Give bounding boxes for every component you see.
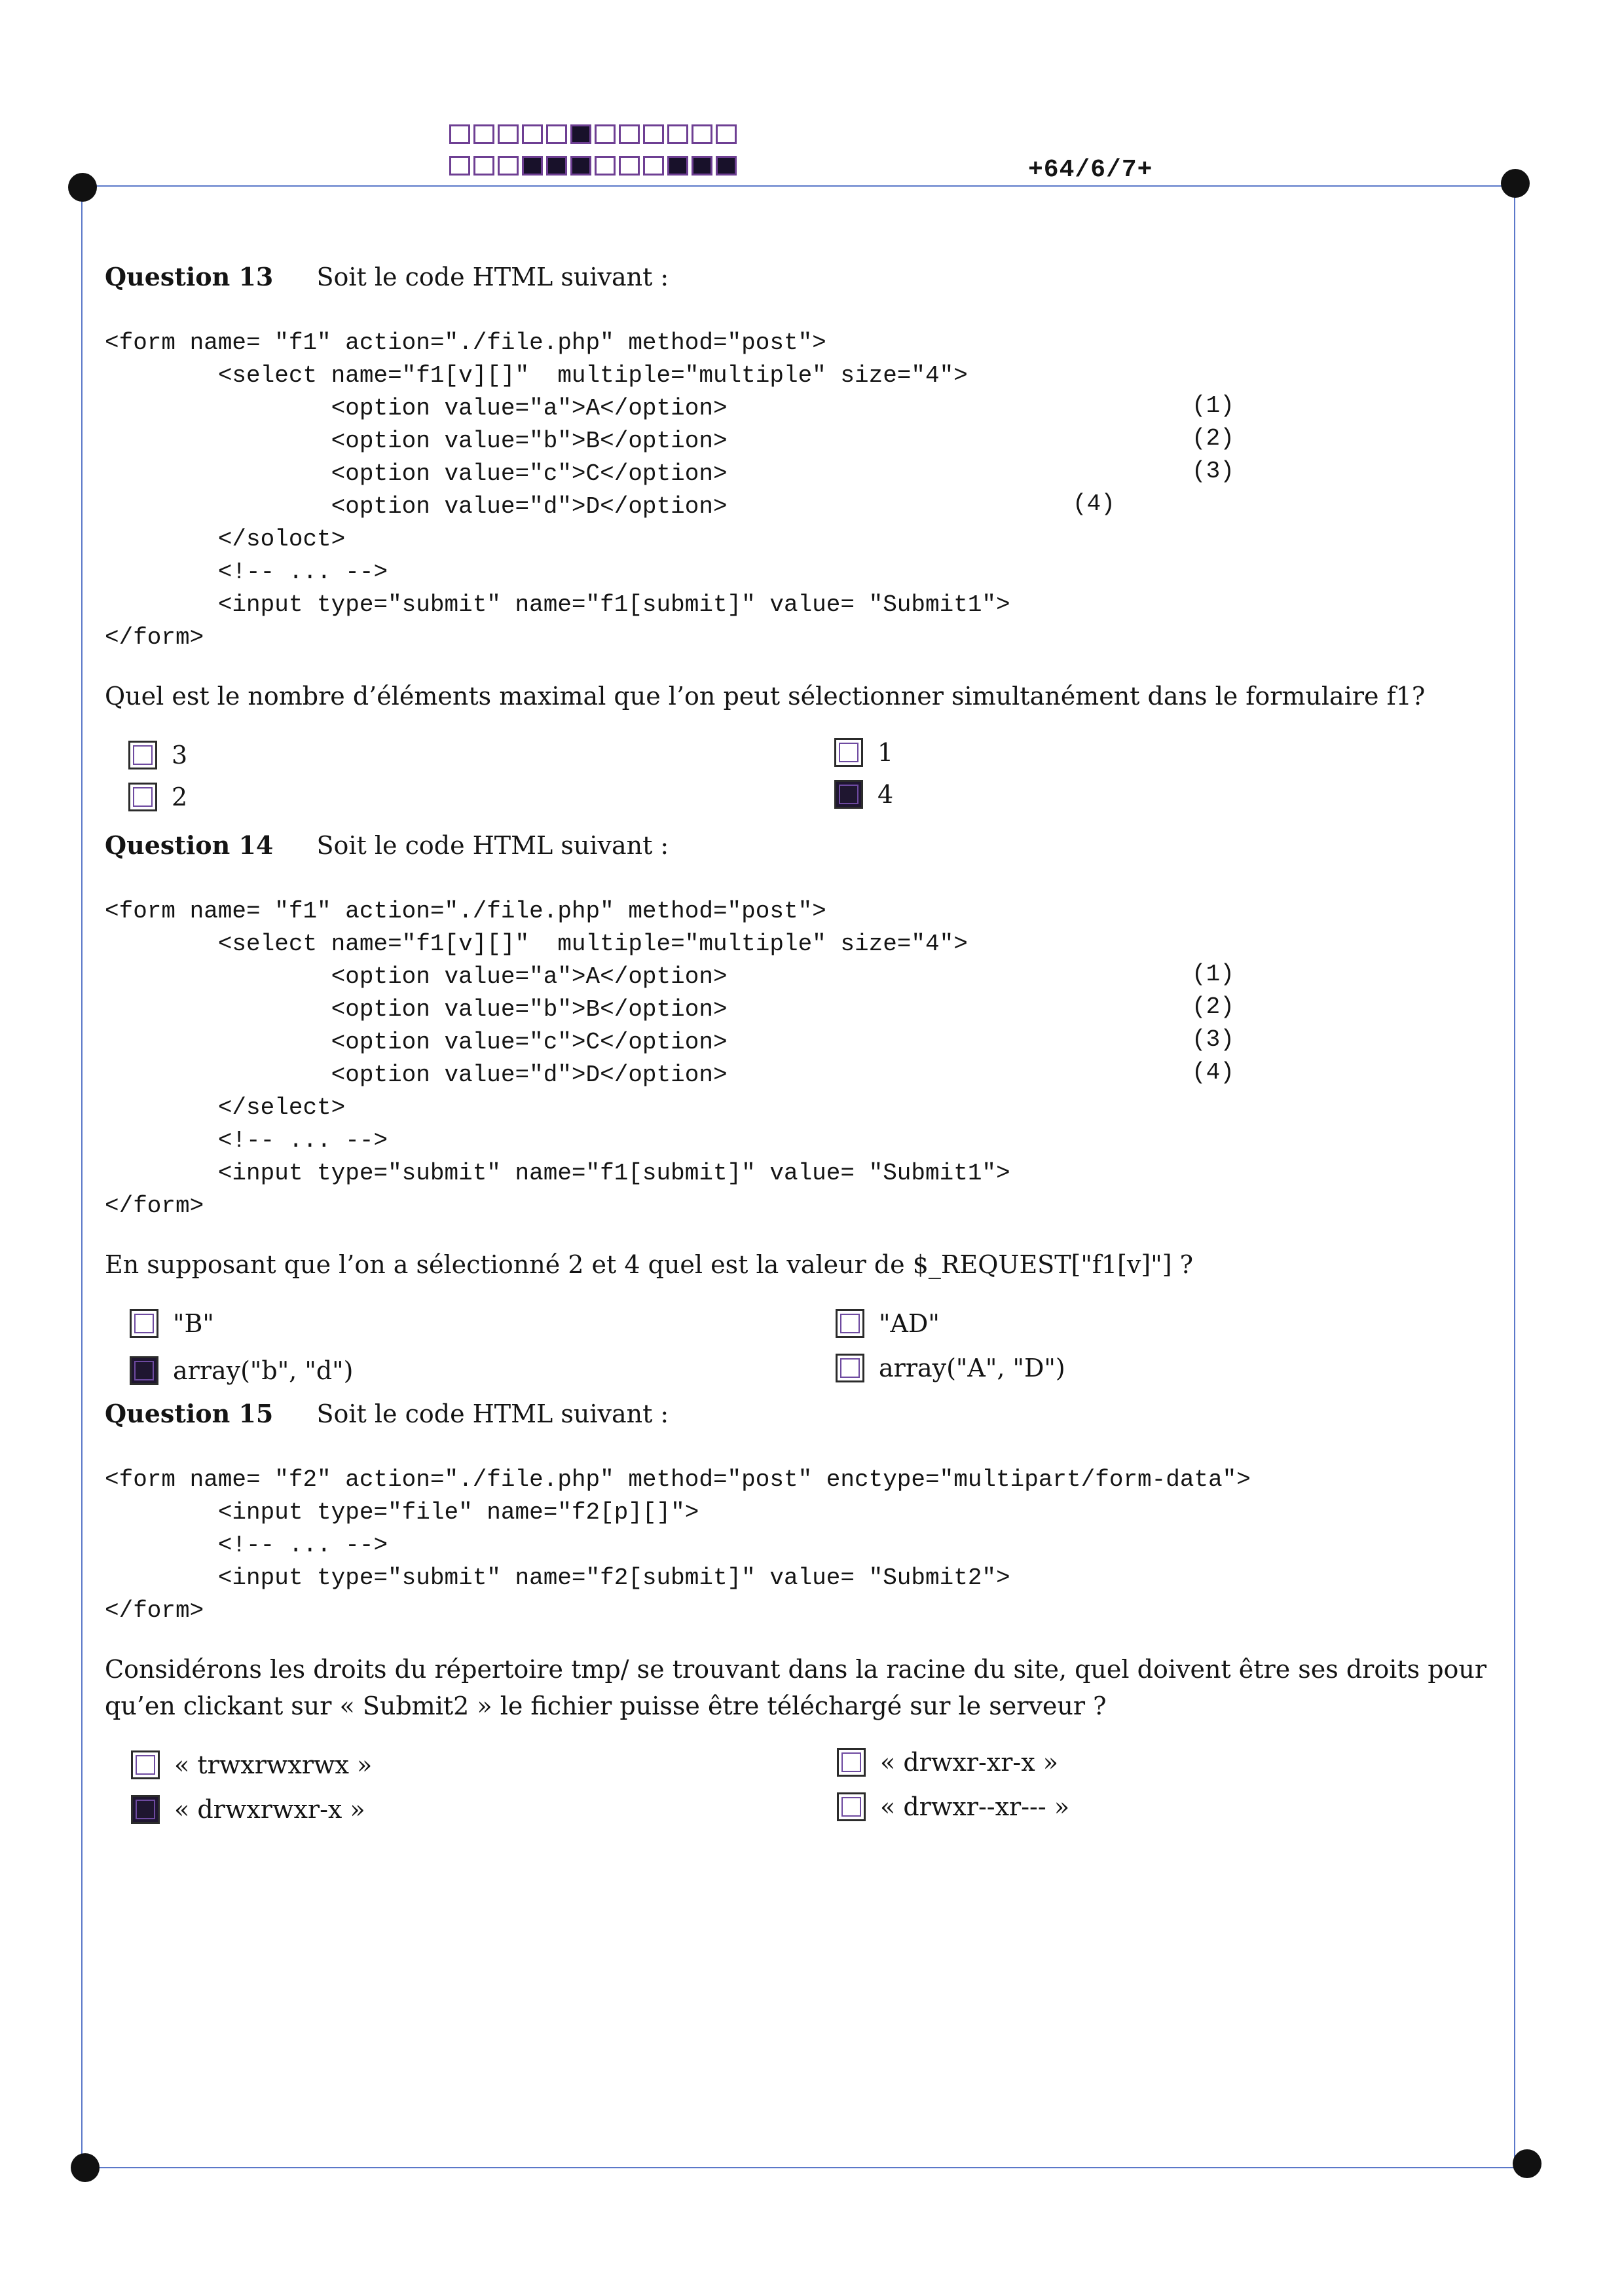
code-line <box>105 392 1513 425</box>
id-mark-cell <box>716 124 737 144</box>
code-line <box>105 425 1513 458</box>
question-prompt: En supposant que l’on a sélectionné 2 et 4 quel est la valeur de $_REQUEST["f1[v]"] ? <box>105 1250 1193 1279</box>
answer-option[interactable] <box>834 738 893 767</box>
id-mark-row-bottom <box>449 156 740 176</box>
id-mark-cell <box>546 124 567 144</box>
code-text: <option value="b">B</option> <box>105 428 728 454</box>
id-mark-cell <box>522 124 543 144</box>
code-block <box>105 1464 1513 1627</box>
id-mark-cell <box>643 124 664 144</box>
id-mark-cell <box>546 156 567 176</box>
question-intro: Soit le code HTML suivant : <box>316 263 669 291</box>
answer-checkbox[interactable] <box>130 1309 158 1338</box>
id-mark-cell <box>473 124 494 144</box>
option-marker: (1) <box>1192 392 1234 419</box>
id-mark-cell <box>692 124 712 144</box>
id-mark-cell <box>570 156 591 176</box>
id-mark-cell <box>570 124 591 144</box>
option-marker: (3) <box>1192 1026 1234 1053</box>
code-text: <option value="c">C</option> <box>105 1029 728 1056</box>
code-line <box>105 1529 1513 1562</box>
answer-label: 2 <box>172 783 188 811</box>
answer-checkbox[interactable] <box>836 1309 864 1338</box>
id-mark-row-top <box>449 124 740 144</box>
code-text: <option value="a">A</option> <box>105 395 728 422</box>
answer-label: « drwxr--xr--- » <box>880 1792 1070 1821</box>
code-block <box>105 327 1513 654</box>
answer-label: « trwxrwxrwx » <box>174 1750 373 1779</box>
question-15 <box>105 1399 1513 1842</box>
code-line <box>105 1157 1513 1190</box>
answer-option[interactable] <box>128 783 187 811</box>
code-text: <select name="f1[v][]" multiple="multiple" size="4"> <box>105 931 968 957</box>
answer-checkbox[interactable] <box>128 741 157 769</box>
code-line <box>105 327 1513 360</box>
question-prompt: Considérons les droits du répertoire tmp/ se trouvant dans la racine du site, quel doivent être ses droits pour qu’en clickant sur « Submit2 » le fichier puisse être téléchargé sur le serveur ? <box>105 1655 1487 1720</box>
registration-mark-top-left <box>68 173 97 202</box>
answer-label: « drwxrwxr-x » <box>174 1795 365 1824</box>
code-line <box>105 928 1513 961</box>
answer-option[interactable] <box>836 1309 940 1338</box>
code-line <box>105 1190 1513 1223</box>
code-line <box>105 895 1513 928</box>
question-intro: Soit le code HTML suivant : <box>316 1399 669 1428</box>
question-header <box>105 262 1513 291</box>
registration-mark-top-right <box>1501 169 1530 198</box>
code-text: <!-- ... --> <box>105 1532 388 1559</box>
code-line <box>105 1464 1513 1496</box>
code-text: <form name= "f1" action="./file.php" method="post"> <box>105 898 826 925</box>
answer-checkbox[interactable] <box>131 1750 160 1779</box>
id-mark-cell <box>619 124 640 144</box>
code-text: <option value="d">D</option> <box>105 493 728 520</box>
question-prompt: Quel est le nombre d’éléments maximal que l’on peut sélectionner simultanément dans le formulaire f1? <box>105 682 1426 711</box>
answer-option[interactable] <box>836 1354 1065 1382</box>
answer-label: 4 <box>877 780 894 809</box>
id-mark-cell <box>473 156 494 176</box>
answer-label: array("A", "D") <box>879 1354 1065 1382</box>
registration-mark-bottom-left <box>71 2153 100 2182</box>
id-mark-cell <box>449 156 470 176</box>
code-text: <input type="file" name="f2[p][]"> <box>105 1499 699 1526</box>
answer-checkbox[interactable] <box>834 738 863 767</box>
code-text: <option value="b">B</option> <box>105 996 728 1023</box>
option-marker: (3) <box>1192 458 1234 485</box>
question-number: Question 14 <box>105 830 274 860</box>
code-text: <!-- ... --> <box>105 1127 388 1154</box>
code-line <box>105 1595 1513 1627</box>
code-line <box>105 360 1513 392</box>
code-block <box>105 895 1513 1223</box>
code-text: </soloct> <box>105 526 346 553</box>
answer-label: « drwxr-xr-x » <box>880 1748 1058 1777</box>
option-marker: (2) <box>1192 993 1234 1020</box>
code-text: <input type="submit" name="f1[submit]" value= "Submit1"> <box>105 591 1010 618</box>
answer-checkbox[interactable] <box>837 1792 866 1821</box>
code-line <box>105 961 1513 993</box>
code-line <box>105 458 1513 491</box>
code-line <box>105 589 1513 621</box>
registration-mark-bottom-right <box>1513 2149 1541 2178</box>
code-text: </form> <box>105 1597 204 1624</box>
answer-label: 3 <box>172 741 188 769</box>
answer-option[interactable] <box>130 1309 214 1338</box>
answer-checkbox[interactable] <box>837 1748 866 1777</box>
answer-option[interactable] <box>834 780 893 809</box>
answer-checkbox[interactable] <box>128 783 157 811</box>
answer-label: 1 <box>877 738 894 767</box>
id-mark-cell <box>619 156 640 176</box>
answer-option[interactable] <box>837 1748 1058 1777</box>
id-mark-cell <box>498 124 519 144</box>
answer-option[interactable] <box>128 741 187 769</box>
answer-label: "AD" <box>879 1309 940 1338</box>
id-mark-cell <box>667 156 688 176</box>
code-line <box>105 556 1513 589</box>
answer-list <box>105 738 1513 832</box>
option-marker: (1) <box>1192 961 1234 988</box>
answer-option[interactable] <box>131 1750 372 1779</box>
id-mark-cell <box>643 156 664 176</box>
answer-checkbox[interactable] <box>130 1356 158 1385</box>
question-intro: Soit le code HTML suivant : <box>316 831 669 860</box>
code-line <box>105 523 1513 556</box>
code-line <box>105 1124 1513 1157</box>
question-number: Question 13 <box>105 262 274 291</box>
option-marker: (2) <box>1192 425 1234 452</box>
id-mark-cell <box>449 124 470 144</box>
code-line <box>105 621 1513 654</box>
id-mark-cell <box>498 156 519 176</box>
code-line <box>105 993 1513 1026</box>
code-text: <input type="submit" name="f1[submit]" value= "Submit1"> <box>105 1160 1010 1187</box>
code-text: <option value="d">D</option> <box>105 1062 728 1088</box>
code-text: <option value="a">A</option> <box>105 963 728 990</box>
answer-option[interactable] <box>130 1356 353 1385</box>
question-header <box>105 1399 1513 1428</box>
question-header <box>105 830 1513 860</box>
code-text: <input type="submit" name="f2[submit]" value= "Submit2"> <box>105 1565 1010 1591</box>
code-text: <form name= "f1" action="./file.php" method="post"> <box>105 329 826 356</box>
id-mark-cell <box>595 156 616 176</box>
answer-option[interactable] <box>837 1792 1069 1821</box>
code-text: <form name= "f2" action="./file.php" method="post" enctype="multipart/form-data"> <box>105 1466 1251 1493</box>
question-13 <box>105 262 1513 832</box>
code-text: <!-- ... --> <box>105 559 388 585</box>
code-line <box>105 1026 1513 1059</box>
answer-checkbox[interactable] <box>834 780 863 809</box>
id-mark-cell <box>667 124 688 144</box>
answer-list <box>105 1750 1513 1842</box>
id-mark-cell <box>692 156 712 176</box>
code-line <box>105 1562 1513 1595</box>
option-marker: (4) <box>1073 491 1115 517</box>
answer-option[interactable] <box>131 1795 365 1824</box>
question-number: Question 15 <box>105 1399 274 1428</box>
option-marker: (4) <box>1192 1059 1234 1086</box>
id-mark-cell <box>522 156 543 176</box>
code-text: </select> <box>105 1094 346 1121</box>
answer-list <box>105 1309 1513 1401</box>
answer-label: "B" <box>173 1309 214 1338</box>
code-line <box>105 491 1513 523</box>
answer-checkbox[interactable] <box>836 1354 864 1382</box>
id-mark-cell <box>716 156 737 176</box>
code-line <box>105 1059 1513 1092</box>
question-14 <box>105 830 1513 1401</box>
code-line <box>105 1496 1513 1529</box>
id-mark-cell <box>595 124 616 144</box>
page-id-code: +64/6/7+ <box>1028 156 1153 184</box>
answer-checkbox[interactable] <box>131 1795 160 1824</box>
code-text: <option value="c">C</option> <box>105 460 728 487</box>
answer-label: array("b", "d") <box>173 1356 354 1385</box>
code-line <box>105 1092 1513 1124</box>
code-text: <select name="f1[v][]" multiple="multiple" size="4"> <box>105 362 968 389</box>
code-text: </form> <box>105 624 204 651</box>
code-text: </form> <box>105 1193 204 1219</box>
